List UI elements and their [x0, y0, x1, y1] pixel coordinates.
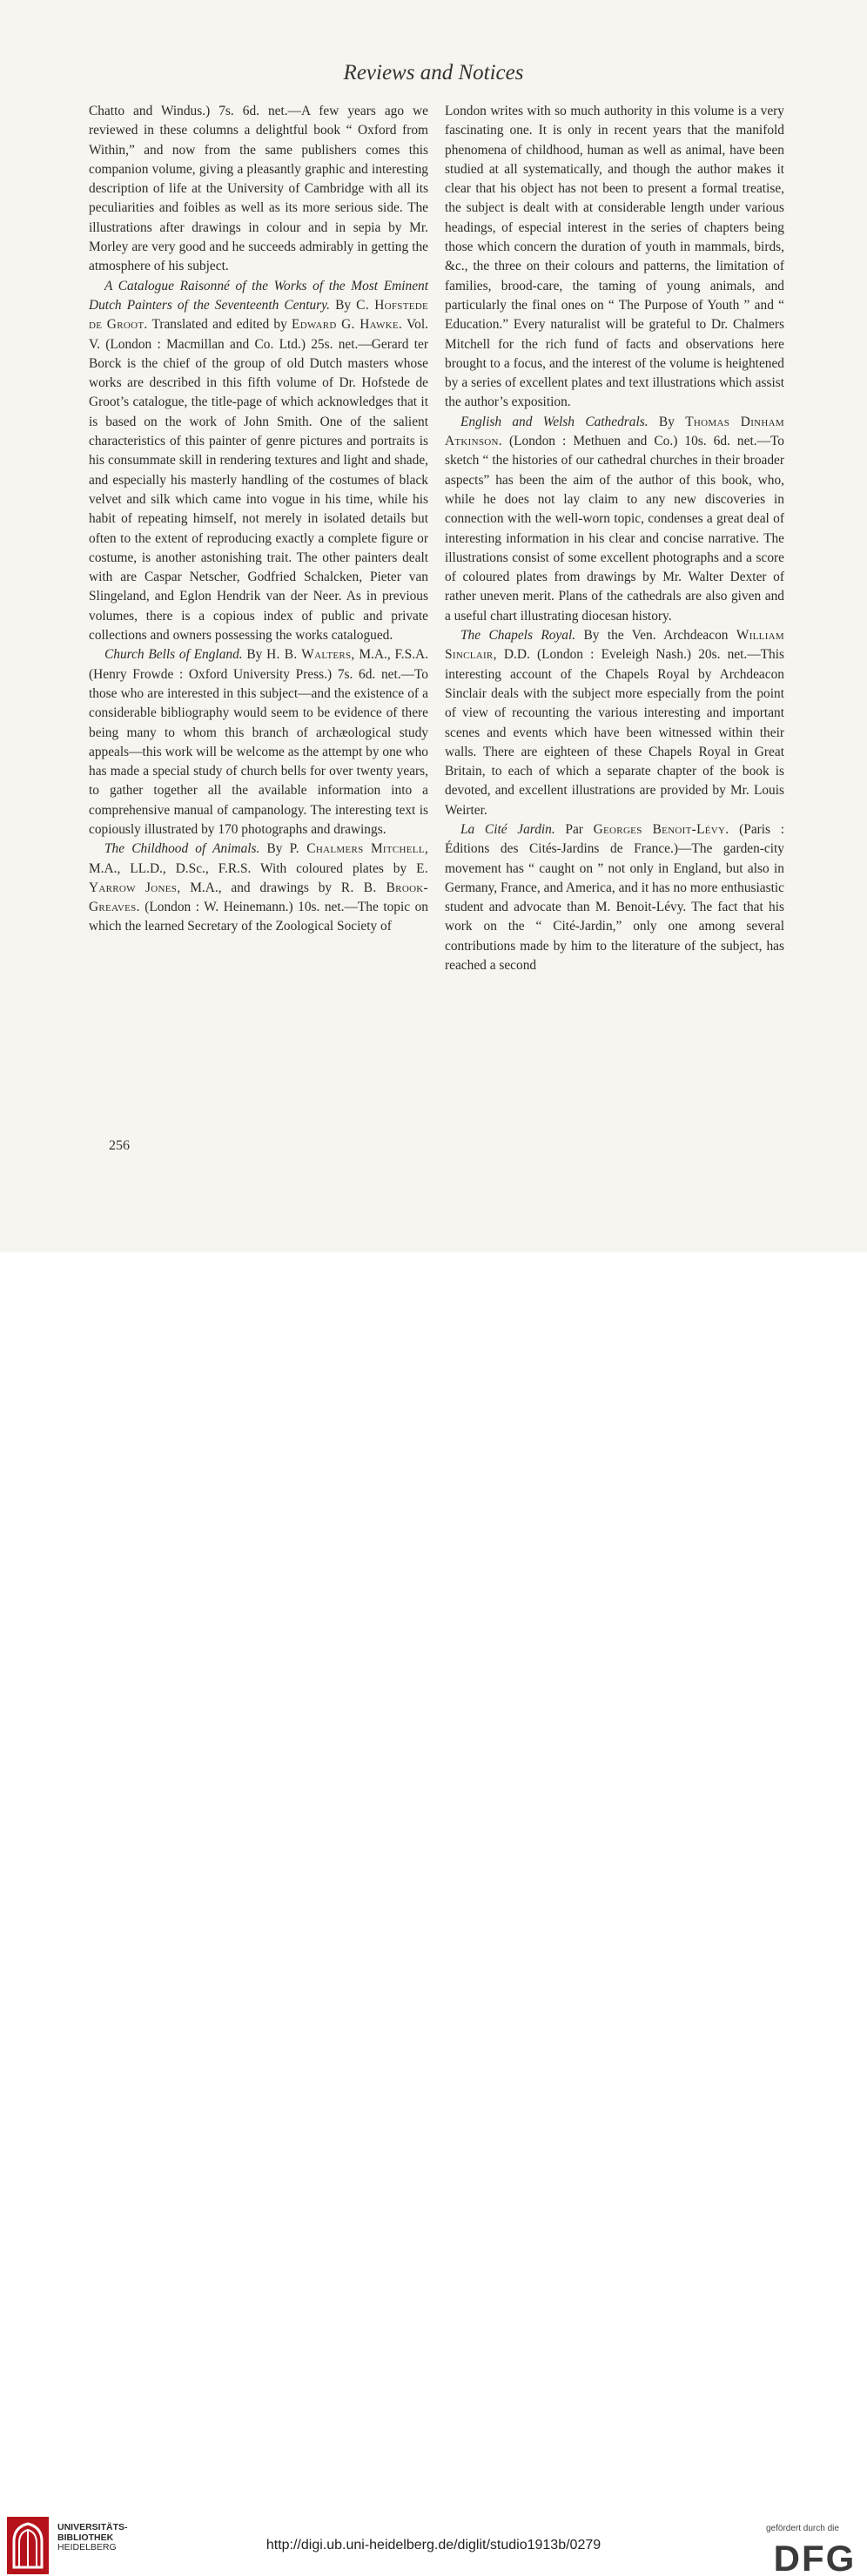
review-paragraph: The Childhood of Animals. By P. Chalmers Mitchell, M.A., LL.D., D.Sc., F.R.S. With coloured plates by E. Yarrow Jones, M.A., and drawings by R. B. Brook-Greaves. (London : W. Heinemann.) 10s. net.—The topic on which the learned Secretary of the Zoological Society of: [89, 841, 428, 934]
funded-by-text: gefördert durch die: [766, 2524, 839, 2533]
source-url-link[interactable]: http://digi.ub.uni-heidelberg.de/diglit/studio1913b/0279: [265, 2538, 602, 2552]
running-head: Reviews and Notices: [343, 61, 524, 84]
book-title: English and Welsh Cathedrals.: [460, 414, 649, 429]
dfg-logo-icon: [773, 2539, 857, 2576]
review-paragraph: The Chapels Royal. By the Ven. Archdeacon William Sinclair, D.D. (London : Eveleigh Nash.) 20s. net.—This interesting account of the Chapels Royal by Archdeacon Sinclair deals with the subject more especially from the point of view of recounting the various interesting and important scenes and events which have been witnessed within their walls. There are eighteen of these Chapels Royal in Great Britain, to each of which a separate chapter of the book is devoted, and excellent illustrations are provided by Mr. Louis Weirter.: [445, 628, 784, 818]
book-title: A Catalogue Raisonné of the Works of the Most Eminent Dutch Painters of the Seventeenth Century.: [89, 278, 428, 313]
footer-bar: [0, 1252, 867, 2576]
book-title: Church Bells of England.: [104, 647, 243, 663]
book-title: La Cité Jardin.: [460, 821, 555, 837]
library-name: UNIVERSITÄTS- BIBLIOTHEK HEIDELBERG: [57, 2522, 128, 2552]
book-editor: Edward G. Hawke.: [292, 317, 403, 333]
book-author: P. Chalmers Mitchell,: [289, 841, 428, 857]
page-number: 256: [109, 1138, 130, 1153]
book-author: Georges Benoit-Lévy.: [593, 821, 729, 837]
book-title: The Chapels Royal.: [460, 628, 576, 644]
review-paragraph: La Cité Jardin. Par Georges Benoit-Lévy. (Paris : Éditions des Cités-Jardins de France.)—The garden-city movement has “ caught on ” not only in England, but also in Germany, France, and America, and it has no more enthusiastic student and advocate than M. Benoit-Lévy. The fact that his work on the “ Cité-Jardin,” only one among several contributions made by him to the literature of the subject, has reached a second: [445, 821, 785, 974]
book-author: William Sinclair,: [445, 628, 784, 663]
book-author: H. B. Walters,: [266, 647, 355, 663]
book-illustrator: R. B. Brook-Greaves.: [89, 880, 428, 915]
book-illustrator: E. Yarrow Jones,: [89, 860, 428, 895]
right-column: [445, 102, 784, 975]
review-paragraph: London writes with so much authority in this volume is a very fascinating one. It is only in recent years that the manifold phenomena of childhood, human as well as animal, have been studied at all systematically, and though the author makes it clear that his object has not been to present a formal treatise, the subject is dealt with at considerable length under various headings, of especial interest in the series of chapters being those which concern the duration of youth in mammals, birds, &c., the three on their colours and patterns, the limitation of families, brood-care, the taming of young animals, and particularly the final ones on “ The Purpose of Youth ” and “ Education.” Every naturalist will be grateful to Dr. Chalmers Mitchell for the rich fund of facts and observations here brought to a focus, and the interest of the volume is heightened by a series of excellent plates and text illustrations which assist the author’s exposition.: [445, 104, 784, 410]
scanned-page: [0, 0, 867, 1252]
left-column: [89, 102, 428, 937]
review-paragraph: Chatto and Windus.) 7s. 6d. net.—A few years ago we reviewed in these columns a delightful book “ Oxford from Within,” and now from the same publishers comes this companion volume, giving a pleasantly graphic and interesting description of life at the University of Cambridge with all its peculiarities and foibles as well as its more serious side. The illustrations after drawings in colour and in sepia by Mr. Morley are very good and he succeeds admirably in getting the atmosphere of his subject.: [89, 104, 428, 274]
book-title: The Childhood of Animals.: [104, 841, 260, 857]
review-paragraph: A Catalogue Raisonné of the Works of the Most Eminent Dutch Painters of the Seventeenth Century. By C. Hofstede de Groot. Translated and edited by Edward G. Hawke. Vol. V. (London : Macmillan and Co. Ltd.) 25s. net.—Gerard ter Borck is the chief of the group of old Dutch masters whose works are described in this fifth volume of Dr. Hofstede de Groot’s catalogue, the title-page of which acknowledges that it is based on the work of John Smith. One of the salient characteristics of this painter of genre pictures and portraits is his consummate skill in rendering textures and light and shade, and especially his masterly handling of the costumes of black velvet and silk which came into vogue in his time, while his habit of repeating himself, not merely in isolated details but often to the extent of reproducing exactly a complete figure or costume, is another astonishing trait. The other painters dealt with are Caspar Netscher, Godfried Schalcken, Pieter van Slingeland, and Eglon Hendrik van der Neer. As in previous volumes, there is a copious index of public and private collections and owners possessing the works catalogued.: [89, 278, 429, 644]
book-author: Thomas Dinham Atkinson.: [445, 414, 784, 449]
review-paragraph: Church Bells of England. By H. B. Walters, M.A., F.S.A. (Henry Frowde : Oxford University Press.) 7s. 6d. net.—To those who are interested in this subject—and the existence of a considerable bibliography would seem to be evidence of there being many to whom this branch of archæological study appeals—this work will be welcome as the attempt by one who has made a special study of church bells for over twenty years, to gather together all the available information into a comprehensive manual of campanology. The interesting text is copiously illustrated by 170 photographs and drawings.: [89, 647, 429, 837]
dfg-logo-text: DFG: [773, 2539, 857, 2576]
review-paragraph: English and Welsh Cathedrals. By Thomas Dinham Atkinson. (London : Methuen and Co.) 10s. 6d. net.—To sketch “ the histories of our cathedral churches in their broader aspects” has been the aim of the author of this book, who, while he does not lay claim to any new discoveries in connection with the well-worn topic, condenses a great deal of interesting information in his clear and concise narrative. The illustrations consist of some excellent photographs and a score of coloured plates from drawings by Mr. Walter Dexter of rather uneven merit. Plans of the cathedrals are also given and a useful chart illustrating diocesan history.: [445, 414, 784, 624]
book-author: C. Hofstede de Groot.: [89, 297, 429, 333]
